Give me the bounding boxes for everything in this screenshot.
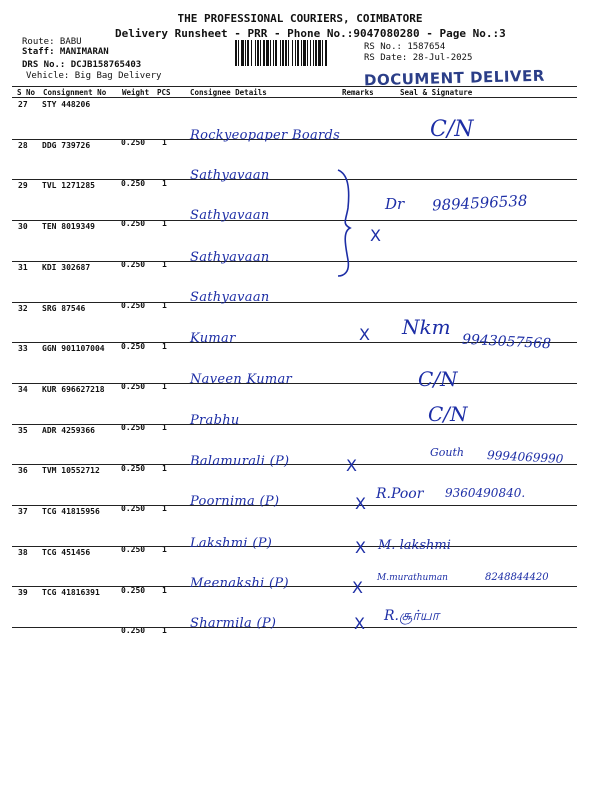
signature-5: R.Poor [376,486,424,502]
phone-1: 9894596538 [431,191,528,215]
row-pcs: 1 [162,463,167,473]
company-title: THE PROFESSIONAL COURIERS, COIMBATORE [177,12,423,25]
col-sno: S No [17,88,36,97]
grouping-brace [334,168,358,278]
remark-x-mark: X [355,494,366,513]
row-divider [12,220,577,221]
route-label: Route: BABU [22,37,82,47]
phone-2: 9943057568 [461,331,552,353]
row-sno: 36 [18,466,28,476]
barcode-bar [273,40,274,66]
row-consignment-no: TVM 10552712 [42,466,100,476]
row-consignment-no: TCG 41815956 [42,507,100,516]
consignee-name: Lakshmi (P) [190,536,273,551]
barcode-bar [241,40,244,66]
row-sno: 32 [18,303,28,313]
row-sno: 29 [18,181,28,191]
row-consignment-no: STY 448206 [42,100,91,109]
col-consignment: Consignment No [43,88,107,97]
barcode-bar [301,40,302,66]
row-pcs: 1 [162,626,167,636]
barcode-bar [270,40,271,66]
signature-7: M.murathuman [377,573,448,583]
consignee-name: Meenakshi (P) [190,576,289,591]
barcode-bar [303,40,306,66]
barcode-bar [310,40,311,66]
row-consignment-no: ADR 4259366 [42,425,95,435]
barcode-bar [257,40,259,66]
consignee-name: Sathyavaan [190,250,270,265]
row-weight: 0.250 [121,422,146,432]
phone-4: 9360490840. [445,486,526,500]
staff-label: Staff: MANIMARAN [22,47,109,57]
row-consignment-no: DDG 739726 [42,140,91,150]
table-top-border [12,86,577,87]
barcode-bar [280,40,281,66]
barcode-bar [247,40,249,66]
barcode-bar [275,40,277,66]
vehicle-label: Vehicle: Big Bag Delivery [26,71,162,81]
drs-number: DRS No.: DCJB158765403 [22,60,142,70]
row-sno: 31 [18,262,28,272]
row-divider [12,586,577,587]
col-weight: Weight [122,88,150,97]
barcode-bar [282,40,284,66]
barcode-bar [255,40,256,66]
rs-number: RS No.: 1587654 [364,42,446,52]
consignee-name: Balamurali (P) [190,454,290,469]
barcode-bar [245,40,246,66]
row-consignment-no: TEN 8019349 [42,222,95,232]
row-weight: 0.250 [121,585,146,595]
col-consignee: Consignee Details [190,88,267,97]
row-consignment-no: SRG 87546 [42,303,86,313]
row-divider [12,383,577,384]
row-pcs: 1 [162,585,167,595]
barcode-bar [313,40,314,66]
row-sno: 27 [18,100,28,109]
table-header-border [12,97,577,98]
row-weight: 0.250 [121,463,146,473]
barcode-bar [318,40,321,66]
row-sno: 34 [18,384,28,394]
row-divider [12,627,577,628]
signature-cn-3: C/N [428,402,468,426]
row-pcs: 1 [162,300,167,310]
barcode-bar [266,40,269,66]
signature-cn-1: C/N [430,117,474,142]
remark-x-mark: X [370,226,381,245]
row-consignment-no: TCG 41816391 [42,588,100,598]
row-sno: 38 [18,547,28,557]
remark-x-mark: X [352,578,363,597]
row-pcs: 1 [162,341,167,351]
row-divider [12,424,577,425]
signature-6: M. lakshmi [378,538,451,553]
row-divider [12,302,577,303]
col-remarks: Remarks [342,88,374,97]
row-sno: 39 [18,588,28,598]
consignee-name: Sathyavaan [190,208,270,223]
row-weight: 0.250 [121,300,146,310]
row-weight: 0.250 [121,138,146,147]
barcode-image [234,40,356,66]
row-weight: 0.250 [121,219,146,229]
row-consignment-no: GGN 901107004 [42,344,105,354]
row-divider [12,261,577,262]
row-consignment-no: TVL 1271285 [42,181,95,191]
row-weight: 0.250 [121,545,146,554]
barcode-bar [295,40,296,66]
barcode-bar [315,40,317,66]
barcode-bar [251,40,252,66]
row-pcs: 1 [162,545,167,554]
row-sno: 37 [18,507,28,516]
remark-x-mark: X [346,456,357,475]
row-weight: 0.250 [121,382,146,392]
barcode-bar [307,40,308,66]
row-weight: 0.250 [121,626,146,636]
runsheet-subtitle: Delivery Runsheet - PRR - Phone No.:9047080280 - Page No.:3 [115,27,506,40]
consignee-name: Poornima (P) [190,494,280,509]
remark-x-mark: X [355,538,366,557]
rs-date: RS Date: 28-Jul-2025 [364,53,473,63]
delivery-stamp: DOCUMENT DELIVER [363,66,546,90]
consignee-name: Sathyavaan [190,168,270,183]
row-weight: 0.250 [121,341,146,351]
phone-3: 9994069990 [486,448,564,466]
row-pcs: 1 [162,504,167,514]
row-sno: 35 [18,425,28,435]
barcode-bar [292,40,293,66]
phone-5: 8248844420 [485,572,549,583]
row-divider [12,505,577,506]
barcode-bar [235,40,237,66]
signature-4: Gouth [430,446,464,459]
signature-cn-2: C/N [418,367,458,391]
row-pcs: 1 [162,382,167,392]
row-sno: 28 [18,140,28,150]
col-seal-signature: Seal & Signature [400,88,473,97]
remark-x-mark: X [359,325,370,344]
barcode-bar [263,40,265,66]
consignee-name: Kumar [190,331,236,346]
consignee-name: Sathyavaan [190,290,270,305]
barcode-bar [260,40,261,66]
barcode-bar [322,40,323,66]
barcode-bar [297,40,299,66]
row-pcs: 1 [162,219,167,229]
signature-8: R.சூர்யா [384,608,440,624]
row-pcs: 1 [162,138,167,147]
row-weight: 0.250 [121,260,146,270]
consignee-name: Prabhu [190,413,240,428]
row-pcs: 1 [162,260,167,270]
consignee-name: Naveen Kumar [190,372,293,387]
remark-x-mark: X [354,614,365,633]
consignee-name: Sharmila (P) [190,616,277,631]
row-pcs: 1 [162,178,167,188]
barcode-bar [285,40,287,66]
row-divider [12,179,577,180]
row-divider [12,546,577,547]
row-weight: 0.250 [121,178,146,188]
signature-2: Dr [385,195,405,213]
row-weight: 0.250 [121,504,146,514]
row-consignment-no: KUR 696627218 [42,384,105,394]
signature-3: Nkm [402,315,451,339]
row-consignment-no: TCG 451456 [42,547,91,557]
row-divider [12,464,577,465]
row-sno: 33 [18,344,28,354]
col-pcs: PCS [157,88,171,97]
row-consignment-no: KDI 302687 [42,262,91,272]
barcode-bar [288,40,289,66]
row-pcs: 1 [162,422,167,432]
barcode-bar [238,40,239,66]
consignee-name: Rockyeopaper Boards [190,128,341,143]
barcode-bar [325,40,327,66]
row-sno: 30 [18,222,28,232]
